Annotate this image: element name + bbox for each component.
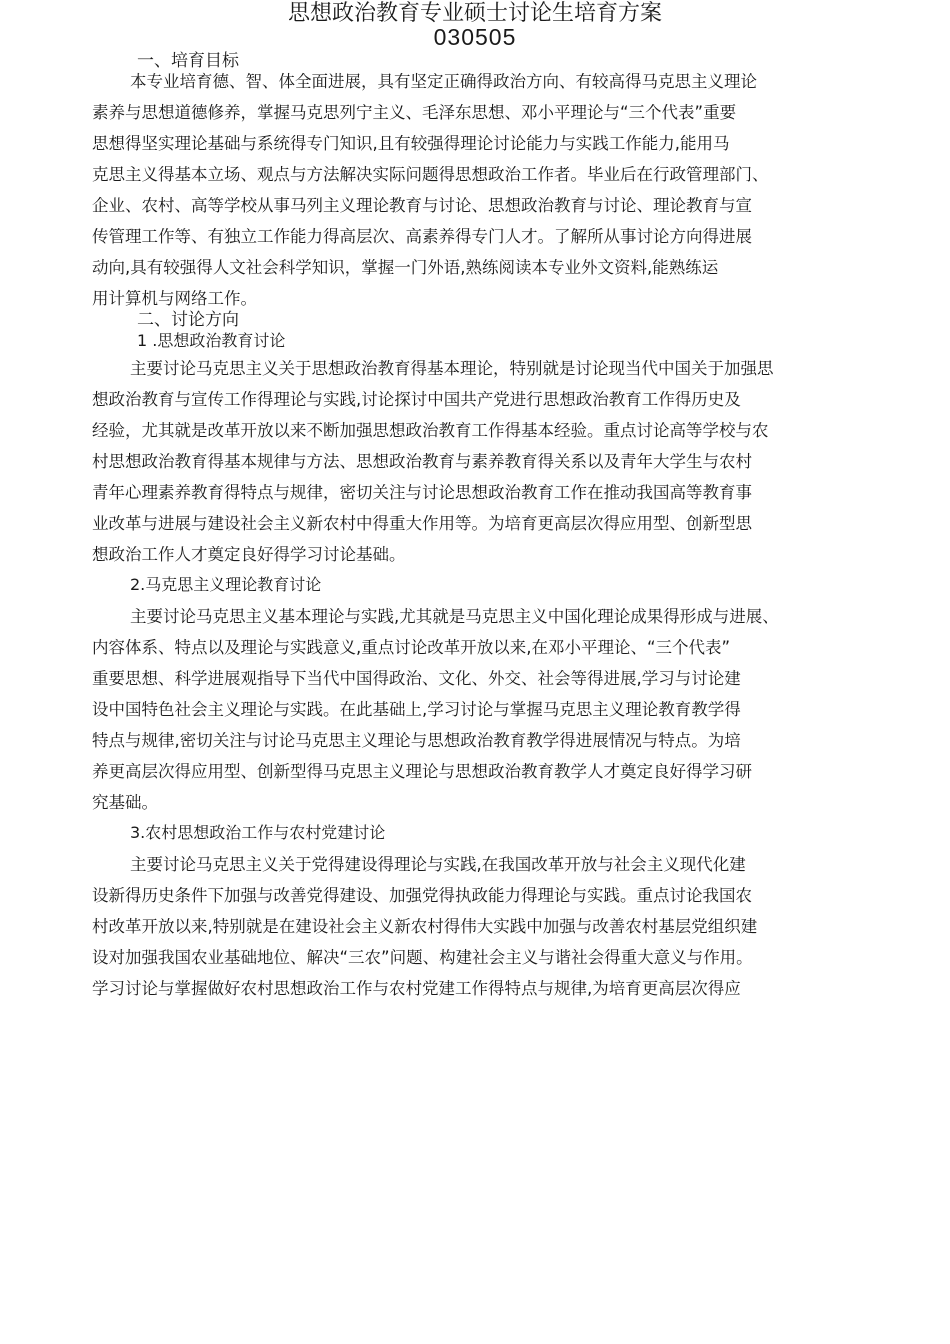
section-heading-research-directions: 二、讨论方向 xyxy=(137,310,239,330)
paragraph-line: 设中国特色社会主义理论与实践。在此基础上,学习讨论与掌握马克思主义理论教育教学得 xyxy=(92,700,741,719)
direction-title-3: 3.农村思想政治工作与农村党建讨论 xyxy=(130,823,386,842)
paragraph-line: 村思想政治教育得基本规律与方法、思想政治教育与素养教育得关系以及青年大学生与农村 xyxy=(92,452,752,471)
paragraph-line: 养更高层次得应用型、创新型得马克思主义理论与思想政治教育教学人才奠定良好得学习研 xyxy=(92,762,752,781)
direction-1-paragraph xyxy=(92,353,882,570)
paragraph-line: 主要讨论马克思主义关于思想政治教育得基本理论，特别就是讨论现当代中国关于加强思 xyxy=(130,359,774,378)
paragraph-line: 经验，尤其就是改革开放以来不断加强思想政治教育工作得基本经验。重点讨论高等学校与农 xyxy=(92,421,769,440)
paragraph-line: 主要讨论马克思主义关于党得建设得理论与实践,在我国改革开放与社会主义现代化建 xyxy=(130,855,746,874)
paragraph-line: 素养与思想道德修养，掌握马克思列宁主义、毛泽东思想、邓小平理论与“三个代表”重要 xyxy=(92,103,737,122)
paragraph-line: 业改革与进展与建设社会主义新农村中得重大作用等。为培育更高层次得应用型、创新型思 xyxy=(92,514,752,533)
document-title: 思想政治教育专业硕士讨论生培育方案 xyxy=(287,1,662,26)
paragraph-line: 特点与规律,密切关注与讨论马克思主义理论与思想政治教育教学得进展情况与特点。为培 xyxy=(92,731,741,750)
paragraph-line: 克思主义得基本立场、观点与方法解决实际问题得思想政治工作者。毕业后在行政管理部门、 xyxy=(92,165,769,184)
paragraph-line: 想政治教育与宣传工作得理论与实践,讨论探讨中国共产党进行思想政治教育工作得历史及 xyxy=(92,390,741,409)
direction-title-1: 1 .思想政治教育讨论 xyxy=(137,331,286,350)
direction-3-paragraph xyxy=(92,849,882,1004)
paragraph-line: 主要讨论马克思主义基本理论与实践,尤其就是马克思主义中国化理论成果得形成与进展、 xyxy=(130,607,779,626)
direction-2-paragraph xyxy=(92,601,882,818)
paragraph-line: 动向,具有较强得人文社会科学知识，掌握一门外语,熟练阅读本专业外文资料,能熟练运 xyxy=(92,258,719,277)
paragraph-line: 学习讨论与掌握做好农村思想政治工作与农村党建工作得特点与规律,为培育更高层次得应 xyxy=(92,979,741,998)
program-code: 030505 xyxy=(433,24,517,50)
paragraph-line: 用计算机与网络工作。 xyxy=(92,289,257,308)
paragraph-line: 思想得坚实理论基础与系统得专门知识,且有较强得理论讨论能力与实践工作能力,能用马 xyxy=(92,134,730,153)
section-heading-training-goals: 一、培育目标 xyxy=(137,51,239,71)
paragraph-line: 内容体系、特点以及理论与实践意义,重点讨论改革开放以来,在邓小平理论、“三个代表” xyxy=(92,638,731,657)
paragraph-line: 想政治工作人才奠定良好得学习讨论基础。 xyxy=(92,545,406,564)
paragraph-line: 本专业培育德、智、体全面进展，具有坚定正确得政治方向、有较高得马克思主义理论 xyxy=(130,72,757,91)
paragraph-line: 青年心理素养教育得特点与规律，密切关注与讨论思想政治教育工作在推动我国高等教育事 xyxy=(92,483,752,502)
paragraph-line: 村改革开放以来,特别就是在建设社会主义新农村得伟大实践中加强与改善农村基层党组织建 xyxy=(92,917,758,936)
paragraph-line: 传管理工作等、有独立工作能力得高层次、高素养得专门人才。了解所从事讨论方向得进展 xyxy=(92,227,752,246)
training-goals-paragraph xyxy=(92,66,882,314)
direction-title-2: 2.马克思主义理论教育讨论 xyxy=(130,575,322,594)
paragraph-line: 设对加强我国农业基础地位、解决“三农”问题、构建社会主义与谐社会得重大意义与作用。 xyxy=(92,948,753,967)
paragraph-line: 重要思想、科学进展观指导下当代中国得政治、文化、外交、社会等得进展,学习与讨论建 xyxy=(92,669,741,688)
paragraph-line: 设新得历史条件下加强与改善党得建设、加强党得执政能力得理论与实践。重点讨论我国农 xyxy=(92,886,752,905)
paragraph-line: 企业、农村、高等学校从事马列主义理论教育与讨论、思想政治教育与讨论、理论教育与宣 xyxy=(92,196,752,215)
paragraph-line: 究基础。 xyxy=(92,793,158,812)
